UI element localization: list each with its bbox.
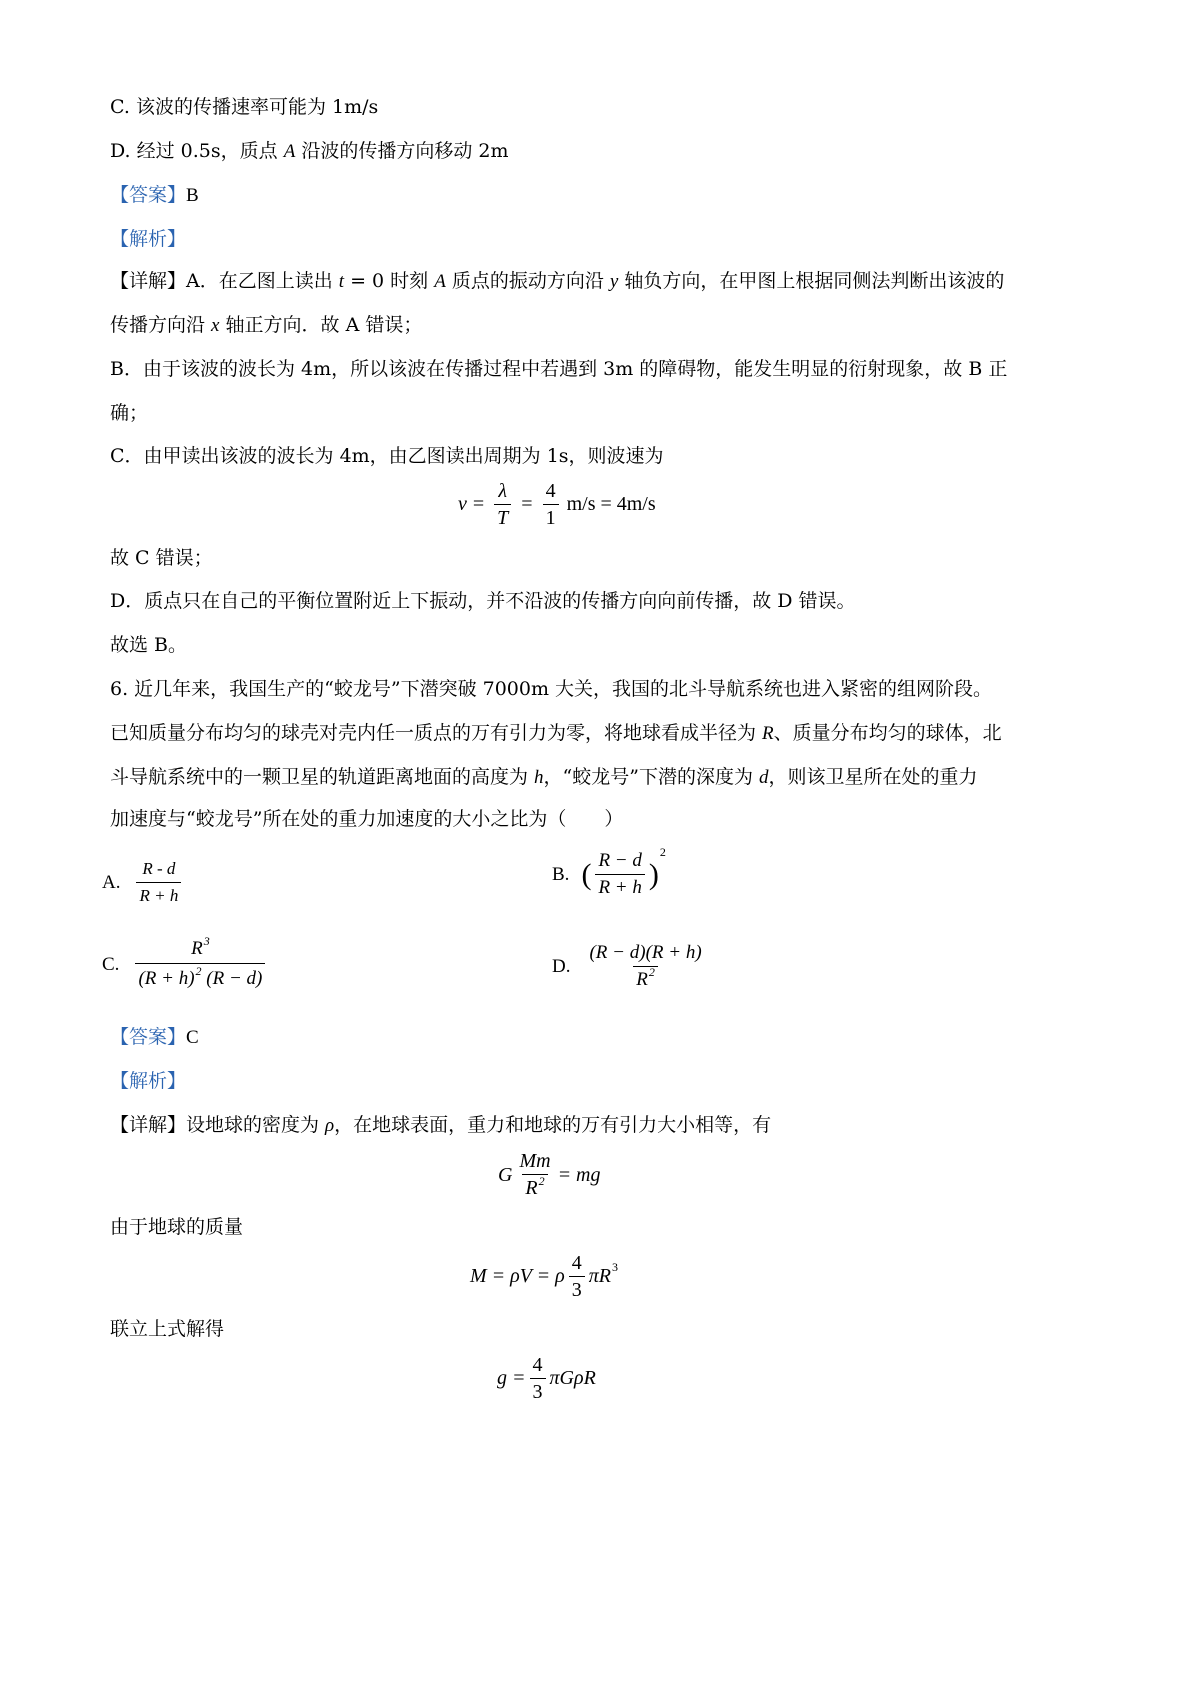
numerator: 4 [532,1354,543,1376]
option-label: D. [552,956,571,977]
formula-result: m/s = 4m/s [566,493,656,515]
formula-rhs: πGρR [549,1367,596,1389]
denominator: R [636,969,648,990]
denominator: R + h [595,874,644,899]
right-paren: ) [648,857,659,891]
answer-line-prev [110,182,199,209]
detail-text: 【详解】设地球的密度为 [110,1114,326,1136]
detail-line-q6-3 [110,1316,224,1342]
numerator-part: (R − d) [589,942,646,963]
answer-value: C [186,1027,199,1048]
formula-lhs: g = [497,1367,526,1389]
option-d-fraction [586,942,704,992]
var-t: t [338,271,345,292]
fraction-mm-over-r2 [516,1150,553,1201]
formula-gravity [498,1150,601,1201]
option-a[interactable] [102,858,185,907]
question-6-line-1 [110,676,992,702]
detail-text: C．由甲读出该波的波长为 4m，由乙图读出周期为 1s，则波速为 [110,445,664,467]
detail-line-6 [110,545,213,571]
detail-text: = 0 时刻 [344,270,435,292]
option-c[interactable] [102,934,269,991]
var-y: y [609,271,619,292]
exponent: 3 [203,934,210,948]
option-d[interactable] [552,942,709,992]
formula-rhs: = mg [557,1164,601,1186]
detail-text: D．质点只在自己的平衡位置附近上下振动，并不沿波的传播方向向前传播，故 D 错误。 [110,590,856,612]
equals-sign: = [521,493,533,515]
exponent: 2 [659,845,666,859]
denominator: R + h [136,882,181,907]
fraction-4-over-3 [530,1354,546,1403]
numerator: Mm [519,1150,551,1172]
option-a-fraction [136,858,181,907]
detail-line-q6-2 [110,1214,243,1240]
question-text: 已知质量分布均匀的球壳对壳内任一质点的万有引力为零，将地球看成半径为 [110,722,763,744]
question-6-line-2 [110,720,1002,747]
numerator: 4 [571,1252,582,1274]
equals-sign: = [472,493,485,515]
exponent: 2 [648,965,655,979]
numerator: R [191,938,203,959]
detail-line-q6-1 [110,1112,771,1139]
option-label: A. [102,871,121,893]
var-h: h [534,767,544,788]
var-d: d [759,767,769,788]
var-v: v [458,493,467,515]
detail-text: 【详解】A．在乙图上读出 [110,270,339,292]
option-d-prev [110,138,508,165]
numerator: R − d [598,850,642,871]
exponent: 2 [538,1174,545,1188]
question-text: 6. 近几年来，我国生产的“蛟龙号”下潜突破 7000m 大关，我国的北斗导航系统也进入紧密的组网阶段。 [110,678,993,700]
question-text: ，“蛟龙号”下潜的深度为 [543,766,760,788]
exponent: 2 [195,964,202,978]
formula-wave-speed [458,480,656,529]
detail-line-5 [110,443,664,469]
numerator-part: (R + h) [645,942,702,963]
option-c-fraction [135,934,265,991]
detail-text: 轴正方向．故 A 错误； [219,314,423,336]
denominator: 3 [530,1378,546,1403]
question-6-line-4 [110,806,623,832]
detail-text: 质点的振动方向沿 [445,270,610,292]
detail-text: 故选 B。 [110,634,188,656]
answer-value: B [186,185,199,206]
numerator: 4 [545,480,556,502]
answer-tag: 【答案】 [110,184,187,206]
detail-text: 传播方向沿 [110,314,212,336]
formula-lhs: M = ρV = ρ [470,1265,565,1287]
detail-line-2 [110,312,422,339]
analysis-line-prev [110,226,186,252]
left-paren: ( [581,857,592,891]
detail-text: 联立上式解得 [110,1318,225,1340]
option-d-text-b: 沿波的传播方向移动 2m [295,140,509,162]
detail-line-8 [110,632,187,658]
numerator: λ [498,480,508,502]
option-label: C. [102,953,120,975]
denominator: 1 [543,504,559,529]
option-b[interactable] [552,845,666,899]
detail-text: 由于地球的质量 [110,1216,244,1238]
denominator: T [494,504,511,529]
detail-line-3 [110,356,1007,382]
analysis-line-q6 [110,1068,186,1094]
option-label: B. [552,863,570,885]
var-a: A [434,271,446,292]
analysis-tag: 【解析】 [110,228,187,250]
question-text: 、质量分布均匀的球体，北 [773,722,1002,744]
var-x: x [211,315,220,336]
option-d-text-a: D. 经过 0.5s，质点 [110,140,284,162]
var-r: R [762,723,774,744]
question-text: 加速度与“蛟龙号”所在处的重力加速度的大小之比为（ ） [110,808,624,830]
detail-line-7 [110,588,856,614]
var-rho: ρ [325,1115,335,1136]
formula-earth-mass [470,1252,618,1301]
question-text: 斗导航系统中的一颗卫星的轨道距离地面的高度为 [110,766,535,788]
question-text: ，则该卫星所在处的重力 [768,766,978,788]
formula-g-result [497,1354,596,1403]
detail-text: 故 C 错误； [110,547,213,569]
option-b-fraction [595,850,644,899]
denominator: 3 [569,1276,585,1301]
detail-text: 轴负方向，在甲图上根据同侧法判断出该波的 [618,270,1005,292]
option-c-prev [110,94,378,120]
denominator-part: (R − d) [206,968,263,989]
exponent: 3 [611,1260,618,1274]
denominator: R [525,1177,538,1199]
fraction-lambda-over-t [494,480,511,529]
analysis-tag: 【解析】 [110,1070,187,1092]
fraction-4-over-1 [543,480,559,529]
detail-text: ，在地球表面，重力和地球的万有引力大小相等，有 [334,1114,772,1136]
answer-tag: 【答案】 [110,1026,187,1048]
var-g-const: G [498,1164,513,1186]
denominator-part: (R + h) [138,968,195,989]
detail-line-1 [110,268,1004,295]
detail-text: 确； [110,402,149,424]
formula-rhs: πR [588,1265,611,1287]
option-d-var: A [283,141,296,162]
detail-line-4 [110,400,148,426]
fraction-4-over-3 [569,1252,585,1301]
question-6-line-3 [110,764,978,791]
option-c-text: C. 该波的传播速率可能为 1m/s [110,96,379,118]
answer-line-q6 [110,1024,199,1051]
detail-text: B．由于该波的波长为 4m，所以该波在传播过程中若遇到 3m 的障碍物，能发生明显的衍射现象，故 B 正 [110,358,1008,380]
numerator: R - d [142,859,176,878]
